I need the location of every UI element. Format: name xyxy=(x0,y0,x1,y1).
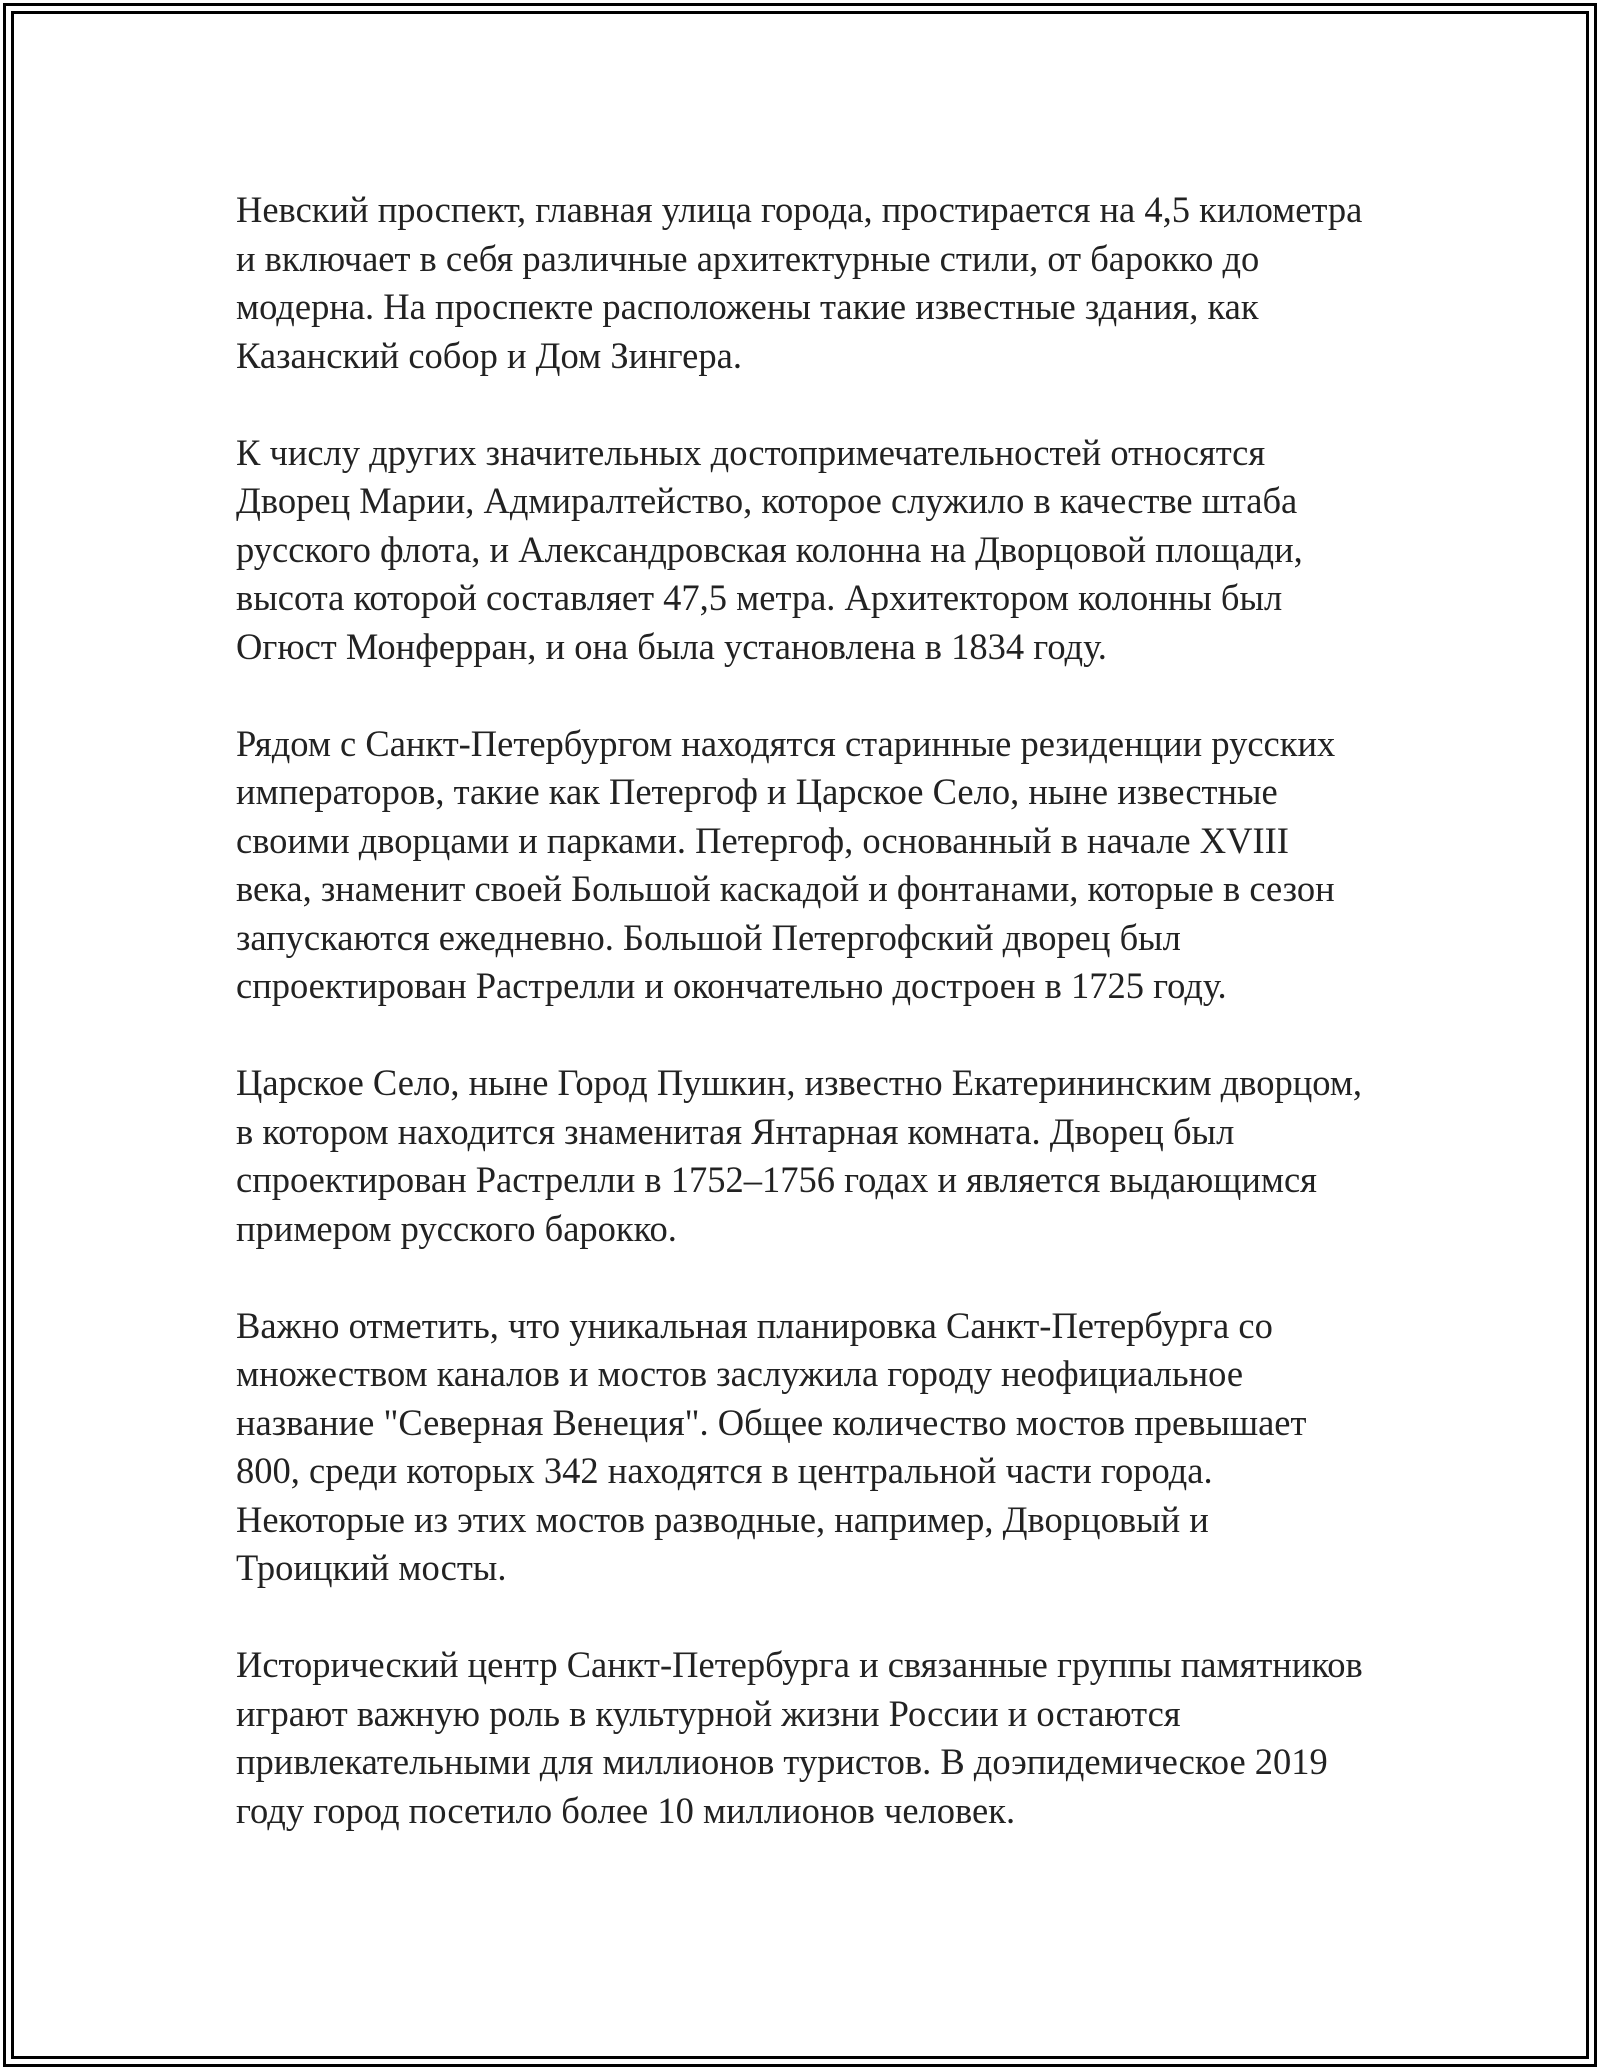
paragraph-imperial-residences: Рядом с Санкт-Петербургом находятся старинные резиденции русских императоров, такие как Петергоф и Царское Село, ныне известные своими дворцами и парками. Петергоф, основанный в начале XVIII века, знаменит своей Большой каскадой и фонтанами, которые в сезон запускаются ежедневно. Большой Петергофский дворец был спроектирован Растрелли и окончательно достроен в 1725 году. xyxy=(236,722,1336,1006)
paragraph-northern-venice: Важно отметить, что уникальная планировка Санкт-Петербурга со множеством каналов и мостов заслужила городу неофициальное название "Северная Венеция". Общее количество мостов превышает 800, среди которых 342 находятся в центральной части города. Некоторые из этих мостов разводные, например, Дворцовый и Троицкий мосты. xyxy=(236,1304,1307,1588)
paragraph-historic-center: Исторический центр Санкт-Петербурга и связанные группы памятников играют важную роль в культурной жизни России и остаются привлекательными для миллионов туристов. В доэпидемическое 2019 году город посетило более 10 миллионов человек. xyxy=(236,1644,1363,1831)
paragraph-nevsky-prospect: Невский проспект, главная улица города, простирается на 4,5 километра и включает в себя различные архитектурные стили, от барокко до модерна. На проспекте расположены такие известные здания, как Казанский собор и Дом Зингера. xyxy=(236,189,1363,376)
document-body xyxy=(236,186,1366,1835)
paragraph-tsarskoye-selo: Царское Село, ныне Город Пушкин, известно Екатерининским дворцом, в котором находится знаменитая Янтарная комната. Дворец был спроектирован Растрелли в 1752–1756 годах и является выдающимся примером русского барокко. xyxy=(236,1062,1363,1249)
paragraph-landmarks: К числу других значительных достопримечательностей относятся Дворец Марии, Адмиралтейство, которое служило в качестве штаба русского флота, и Александровская колонна на Дворцовой площади, высота которой составляет 47,5 метра. Архитектором колонны был Огюст Монферран, и она была установлена в 1834 году. xyxy=(236,431,1303,667)
